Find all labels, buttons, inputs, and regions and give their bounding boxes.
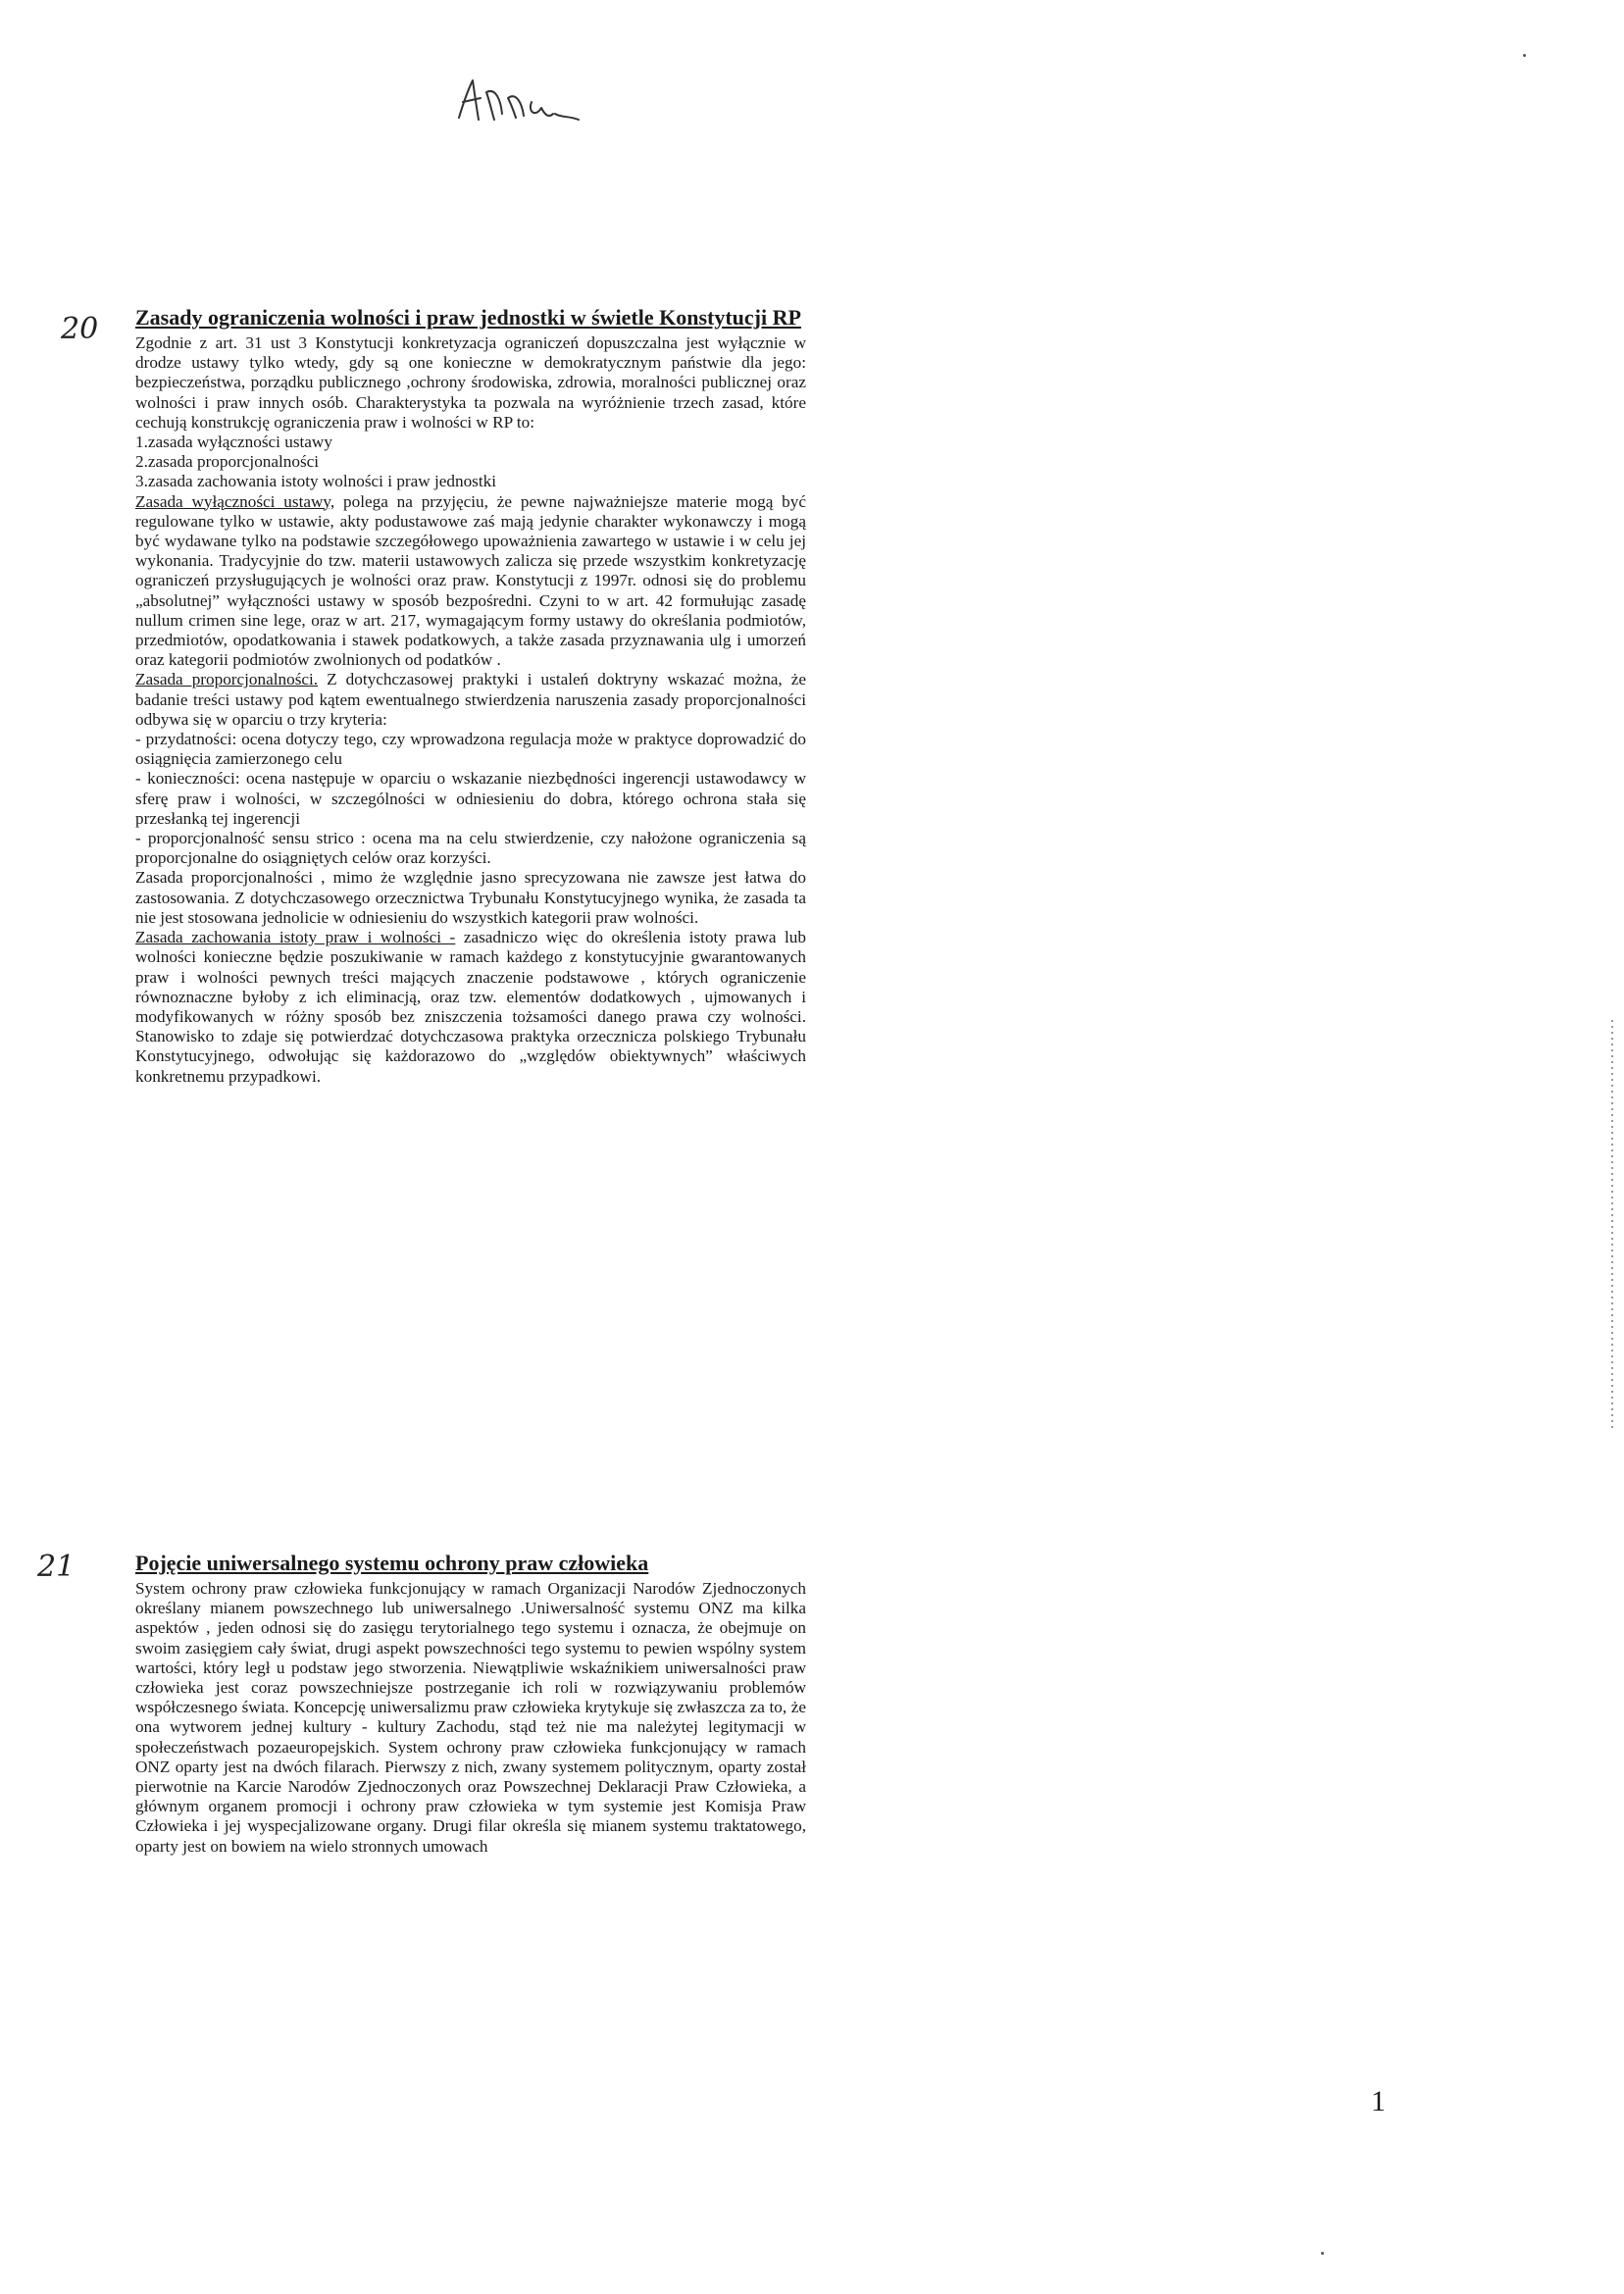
section-2-body: [135, 1579, 806, 1857]
margin-number-20: 20: [61, 312, 99, 346]
intro-paragraph: Zgodnie z art. 31 ust 3 Konstytucji konkretyzacja ograniczeń dopuszczalna jest wyłącznie w drodze ustawy tylko wtedy, gdy są one konieczne w demokratycznym państwie dla jego: bezpieczeństwa, porządku publicznego ,ochrony środowiska, zdrowia, moralności publicznej oraz wolności i praw innych osób. Charakterystyka ta pozwala na wyróżnienie trzech zasad, które cechują konstrukcję ograniczenia praw i wolności w RP to:: [135, 333, 806, 432]
paragraph-text: polega na przyjęciu, że pewne najważniejsze materie mogą być regulowane tylko w ustawie, akty podustawowe zaś mają jedynie charakter wykonawczy i mogą być wydawane tylko na podstawie szczegółowego upoważnienia zawartego w ustawie i w celu jej wykonania. Tradycyjnie do tzw. materii ustawowych zalicza się przede wszystkim konkretyzację ograniczeń przysługujących je wolności oraz praw. Konstytucji z 1997r. odnosi się do problemu „absolutnej” wyłączności ustawy w sposób bezpośredni. Czyni to w art. 42 formułując zasadę nullum crimen sine lege, oraz w art. 217, wymagającym formy ustawy do określania podmiotów, przedmiotów, opodatkowania i stawek podatkowych, a także zasada przyznawania ulg i umorzeń oraz kategorii podmiotów zwolnionych od podatków .: [135, 491, 806, 670]
handwritten-signature: [451, 59, 588, 137]
paragraph-heading: Zasada proporcjonalności.: [135, 670, 319, 689]
section-2-title: Pojęcie uniwersalnego systemu ochrony praw człowieka: [135, 1551, 649, 1575]
paragraph-exclusivity: [135, 492, 806, 671]
paragraph-essence: [135, 928, 806, 1087]
page-number: 1: [1371, 2085, 1386, 2117]
paragraph-heading: Zasada zachowania istoty praw i wolności -: [135, 928, 456, 947]
section-1-body: [135, 333, 806, 1087]
section-1: [135, 306, 806, 1087]
criterion-item: - proporcjonalność sensu strico : ocena ma na celu stwierdzenie, czy nałożone ograniczenia są proporcjonalne do osiągniętych celów oraz korzyści.: [135, 829, 806, 868]
scan-edge-dots: [1611, 1020, 1613, 1432]
section-1-title: Zasady ograniczenia wolności i praw jednostki w świetle Konstytucji RP: [135, 305, 801, 330]
list-item: 3.zasada zachowania istoty wolności i praw jednostki: [135, 472, 496, 491]
criterion-item: - przydatności: ocena dotyczy tego, czy wprowadzona regulacja może w praktyce doprowadzić do osiągnięcia zamierzonego celu: [135, 730, 806, 769]
paragraph-heading: Zasada wyłączności ustawy,: [135, 491, 335, 511]
section-2: [135, 1552, 806, 1857]
margin-number-21: 21: [37, 1550, 76, 1584]
scan-speck: [1321, 2252, 1324, 2255]
list-item: 1.zasada wyłączności ustawy: [135, 433, 332, 452]
paragraph-proportionality-note: Zasada proporcjonalności , mimo że względnie jasno sprecyzowana nie zawsze jest łatwa do zastosowania. Z dotychczasowego orzecznictwa Trybunału Konstytucyjnego wynika, że zasada ta nie jest stosowana jednolicie w odniesieniu do wszystkich kategorii praw wolności.: [135, 868, 806, 927]
list-item: 2.zasada proporcjonalności: [135, 452, 320, 472]
paragraph-proportionality: [135, 670, 806, 730]
paragraph-text: zasadniczo więc do określenia istoty prawa lub wolności konieczne będzie poszukiwanie w ramach każdego z konstytucyjnie gwarantowanych praw i wolności pewnych treści mających znaczenie podstawowe , których ograniczenie równoznaczne byłoby z ich eliminacją, oraz tzw. elementów dodatkowych , ujmowanych i modyfikowanych w różny sposób bez zniszczenia tożsamości danego prawa czy wolności. Stanowisko to zdaje się potwierdzać dotychczasowa praktyka orzecznicza polskiego Trybunału Konstytucyjnego, odwołując się każdorazowo do „względów obiektywnych” właściwych konkretnemu przypadkowi.: [135, 928, 806, 1086]
scan-speck: [1523, 54, 1526, 57]
section-2-paragraph: System ochrony praw człowieka funkcjonujący w ramach Organizacji Narodów Zjednoczonych określany mianem powszechnego lub uniwersalnego .Uniwersalność systemu ONZ ma kilka aspektów , jeden odnosi się do zasięgu terytorialnego tego systemu i oznacza, że obejmuje on swoim zasięgiem cały świat, drugi aspekt powszechności tego systemu to pewien wspólny system wartości, który legł u podstaw jego stworzenia. Niewątpliwie wskaźnikiem uniwersalności praw człowieka jest coraz powszechniejsze postrzeganie ich roli w rozwiązywaniu problemów współczesnego świata. Koncepcję uniwersalizmu praw człowieka krytykuje się zwłaszcza za to, że ona wytworem jednej kultury - kultury Zachodu, stąd też nie ma należytej legitymacji w społeczeństwach pozaeuropejskich. System ochrony praw człowieka funkcjonujący w ramach ONZ oparty jest na dwóch filarach. Pierwszy z nich, zwany systemem politycznym, oparty został pierwotnie na Karcie Narodów Zjednoczonych oraz Powszechnej Deklaracji Praw Człowieka, a głównym organem promocji i ochrony praw człowieka w tym systemie jest Komisja Praw Człowieka i jej wyspecjalizowane organy. Drugi filar określa się mianem systemu traktatowego, oparty jest on bowiem na wielo stronnych umowach: [135, 1579, 806, 1856]
paragraph-text: Z dotychczasowej praktyki i ustaleń doktryny wskazać można, że badanie treści ustawy pod kątem ewentualnego stwierdzenia naruszenia zasady proporcjonalności odbywa się w oparciu o trzy kryteria:: [135, 670, 806, 729]
criterion-item: - konieczności: ocena następuje w oparciu o wskazanie niezbędności ingerencji ustawodawcy w sferę praw i wolności, w szczególności w odniesieniu do dobra, którego ochrona stała się przesłanką tej ingerencji: [135, 769, 806, 828]
